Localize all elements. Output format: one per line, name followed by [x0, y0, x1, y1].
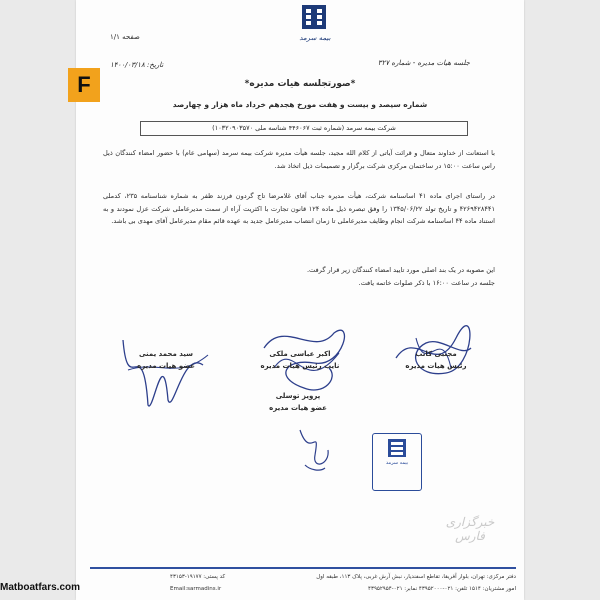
body-paragraph-1: با استعانت از خداوند متعال و قرائت آیاتی از کلام الله مجید، جلسه هیأت مدیره شرکت بیمه سرمد (سهامی عام) با حضور امضاء کنندگان ذیل راس ساعت ۱۵:۰۰ در ساختمان مرکزی شرکت برگزار و تصمیمات ذیل اتخاذ شد. — [103, 149, 495, 170]
signature-4 — [258, 390, 338, 414]
signature-3 — [118, 348, 214, 372]
letterhead-paper — [76, 0, 524, 600]
stamp-logo-icon — [387, 438, 407, 458]
signatory-role: رئیس هیات مدیره — [405, 362, 467, 370]
footer-contact: امور مشتریان: ۱۵۱۴ تلفن: ۰۲۱-۴۳۹۵۲۰۰۰ نمابر: ۰۲۱-۴۳۹۵۲۹۵۴ — [368, 586, 516, 592]
company-stamp — [372, 433, 422, 491]
footer-address: دفتر مرکزی: تهران، بلوار آفریقا، تقاطع اسفندیار، نبش آرش غربی، پلاک ۱۱۳، طبقه اول — [316, 574, 516, 580]
company-logo-icon — [301, 4, 327, 30]
signature-1 — [392, 348, 480, 372]
company-logo-text: بیمه سرمد — [299, 34, 331, 42]
footer-postal-code: کد پستی: ۱۹۱۷۷-۴۳۱۵۳ — [170, 574, 226, 580]
signatory-name: اکبر عباسی ملکی — [269, 350, 331, 358]
source-watermark: Matboatfars.com — [0, 582, 81, 593]
body-paragraph-2: در راستای اجرای ماده ۴۱ اساسنامه شرکت، هیأت مدیره جناب آقای غلامرضا تاج گردون فرزند ظفر به شماره شناسنامه ۲۳۵، کدملی ۴۲۶۹۴۲۸۴۴۱ و تاریخ تولد ۱۳۴۵/۰۶/۲۲ را وفق تبصره ذیل ماده ۱۲۴ قانون تجارت با اکثریت آراء از سمت مدیرعاملی شرکت عزل نمودند و به استناد ماده ۴۴ اساسنامه شرکت انجام وظایف مدیرعاملی تا زمان انتصاب مدیرعامل جدید به عهده قائم مقام مدیرعامل آقای مهدی بی باشد. — [103, 192, 495, 225]
page-number: صفحه ۱/۱ — [110, 33, 140, 41]
signatory-name: سید محمد یمنی — [138, 350, 194, 358]
signatory-name: پرویز توسلی — [275, 392, 321, 400]
signatory-role: عضو هیات مدیره — [269, 404, 327, 412]
meeting-date: تاریخ: ۱۴۰۰/۰۳/۱۸ — [110, 61, 164, 69]
signature-2 — [250, 348, 350, 372]
company-registration: شرکت بیمه سرمد (شماره ثبت ۴۴۶۰۶۷ شناسه ملی ۱۰۳۲۰۹۰۳۵۷۰) — [140, 121, 468, 136]
meeting-number: جلسه هیات مدیره - شماره ۳۲۷ — [377, 59, 470, 67]
stamp-text: بیمه سرمد — [385, 460, 409, 466]
footer-divider — [90, 567, 516, 569]
body-paragraph-3 — [103, 264, 495, 289]
approval-line: این مصوبه در یک بند اصلی مورد تایید امضاء کنندگان زیر قرار گرفت. — [306, 266, 495, 274]
document-subtitle: شماره سیصد و بیست و هفت مورخ هجدهم خرداد ماه هزار و چهارصد — [172, 100, 428, 109]
signature-scribble-4 — [290, 420, 340, 475]
signatory-name: مجتبی کاتب — [415, 350, 457, 358]
document-title: *صورتجلسه هیات مدیره* — [244, 79, 356, 89]
agency-watermark: خبرگزاری فارس — [445, 515, 495, 543]
signatory-role: عضو هیات مدیره — [137, 362, 195, 370]
footer-email: Email:sarmadins.ir — [170, 586, 222, 592]
signatory-role: نایب رئیس هیات مدیره — [260, 362, 340, 370]
source-badge-letter: F — [77, 72, 91, 97]
closing-line: جلسه در ساعت ۱۶:۰۰ با ذکر صلوات خاتمه یافت. — [358, 278, 495, 287]
